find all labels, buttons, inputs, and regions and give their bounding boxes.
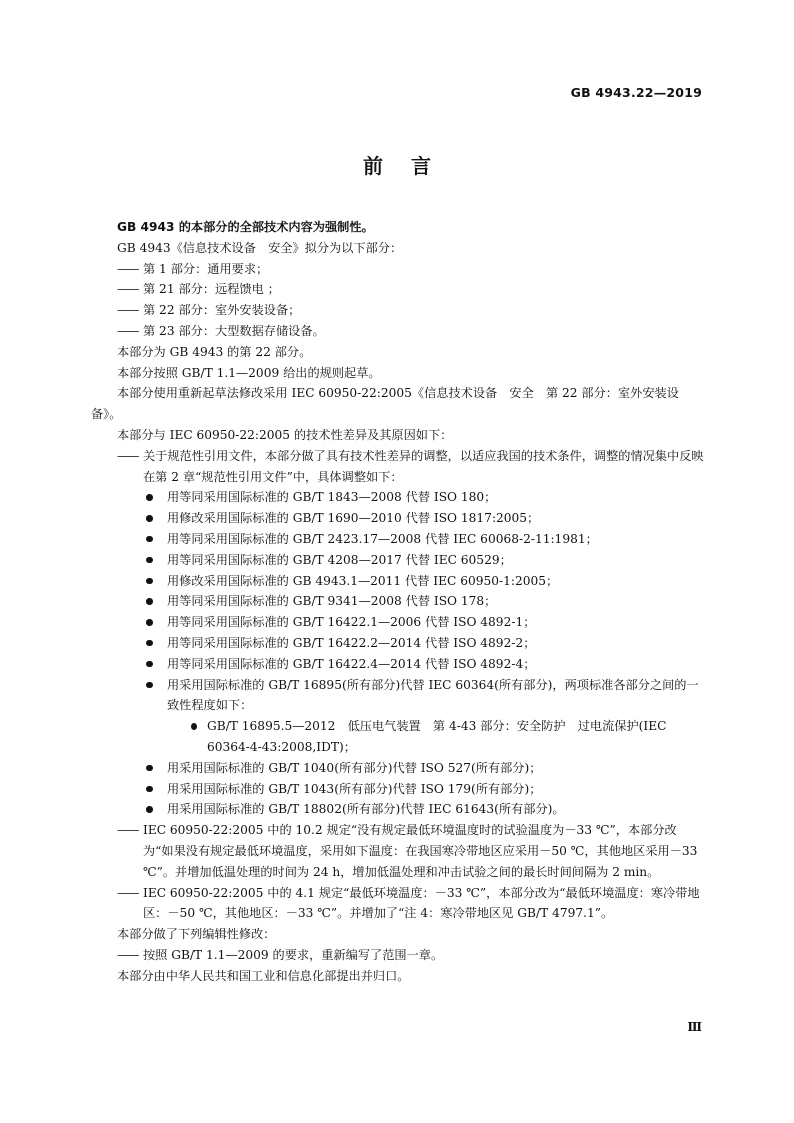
difference-item-ambient-temperature: —— IEC 60950-22:2005 中的 4.1 规定“最低环境温度：－33 ℃”，本部分改为“最低环境温度：寒冷带地区：－50 ℃，其他地区：－33 ℃”。并增加了“注 4：寒冷带地区见 GB/T 4797.1”。 bbox=[117, 885, 700, 921]
consistency-sublist bbox=[167, 716, 704, 758]
list-item: 用等同采用国际标准的 GB/T 2423.17—2008 代替 IEC 60068-2-11:1981； bbox=[143, 529, 704, 550]
foreword-body bbox=[91, 217, 704, 986]
paragraph-editorial-intro: 本部分做了下列编辑性修改： bbox=[117, 927, 276, 942]
mandatory-statement: GB 4943 的本部分的全部技术内容为强制性。 bbox=[117, 220, 374, 234]
list-item-part-22: —— 第 22 部分：室外安装设备； bbox=[117, 303, 301, 318]
list-item: 用修改采用国际标准的 GB 4943.1—2011 代替 IEC 60950-1:2005； bbox=[143, 571, 704, 592]
list-item: 用采用国际标准的 GB/T 1040(所有部分)代替 ISO 527(所有部分)； bbox=[143, 758, 704, 779]
standard-code: GB 4943.22—2019 bbox=[570, 85, 702, 100]
difference-item-test-temperature: —— IEC 60950-22:2005 中的 10.2 规定“没有规定最低环境温度时的试验温度为－33 ℃”，本部分改为“如果没有规定最低环境温度，采用如下温度：在我国寒冷带地区应采用－50 ℃，其他地区采用－33 ℃”。并增加低温处理的时间为 24 h，增加低温处理和冲击试验之间的最长时间间隔为 2 min。 bbox=[117, 823, 698, 879]
list-item: 用等同采用国际标准的 GB/T 16422.4—2014 代替 ISO 4892-4； bbox=[143, 654, 704, 675]
list-item: 用修改采用国际标准的 GB/T 1690—2010 代替 ISO 1817:2005； bbox=[143, 508, 704, 529]
list-item-gbt-16895: 用采用国际标准的 GB/T 16895(所有部分)代替 IEC 60364(所有部分)，两项标准各部分之间的一致性程度如下： GB/T 16895.5—2012 低压电气装置 第 4-43 部分：安全防护 过电流保护(IEC 60364-4-43:2008,IDT)； bbox=[143, 675, 704, 758]
list-item: 用等同采用国际标准的 GB/T 4208—2017 代替 IEC 60529； bbox=[143, 550, 704, 571]
list-item-part-23: —— 第 23 部分：大型数据存储设备。 bbox=[117, 323, 325, 338]
paragraph-proposer: 本部分由中华人民共和国工业和信息化部提出并归口。 bbox=[117, 968, 410, 983]
list-item-part-21: —— 第 21 部分：远程馈电 ； bbox=[117, 282, 280, 297]
paragraph-drafting-rules: 本部分按照 GB/T 1.1—2009 给出的规则起草。 bbox=[117, 365, 381, 380]
sublist-item: GB/T 16895.5—2012 低压电气装置 第 4-43 部分：安全防护 过电流保护(IEC 60364-4-43:2008,IDT)； bbox=[189, 716, 704, 758]
paragraph-parts-intro: GB 4943《信息技术设备 安全》拟分为以下部分： bbox=[117, 240, 403, 255]
page-number: Ⅲ bbox=[687, 1020, 702, 1034]
list-item: 用采用国际标准的 GB/T 1043(所有部分)代替 ISO 179(所有部分)； bbox=[143, 779, 704, 800]
list-item: 用采用国际标准的 GB/T 18802(所有部分)代替 IEC 61643(所有部分)。 bbox=[143, 799, 704, 820]
difference-item-normative-refs: —— 关于规范性引用文件，本部分做了具有技术性差异的调整，以适应我国的技术条件，调整的情况集中反映在第 2 章“规范性引用文件”中，具体调整如下： bbox=[117, 448, 704, 484]
reference-replacement-list bbox=[91, 487, 704, 820]
list-item: 用等同采用国际标准的 GB/T 1843—2008 代替 ISO 180； bbox=[143, 487, 704, 508]
list-item: 用等同采用国际标准的 GB/T 16422.2—2014 代替 ISO 4892-2； bbox=[143, 633, 704, 654]
editorial-item-scope: —— 按照 GB/T 1.1—2009 的要求，重新编写了范围一章。 bbox=[117, 947, 444, 962]
list-item-part-1: —— 第 1 部分：通用要求； bbox=[117, 261, 269, 276]
paragraph-adoption-method: 本部分使用重新起草法修改采用 IEC 60950-22:2005《信息技术设备 安全 第 22 部分：室外安装设备》。 bbox=[91, 386, 679, 422]
paragraph-part-number: 本部分为 GB 4943 的第 22 部分。 bbox=[117, 344, 312, 359]
paragraph-differences-intro: 本部分与 IEC 60950-22:2005 的技术性差异及其原因如下： bbox=[117, 427, 453, 442]
list-item: 用等同采用国际标准的 GB/T 16422.1—2006 代替 ISO 4892-1； bbox=[143, 612, 704, 633]
page-title: 前言 bbox=[363, 154, 459, 178]
list-item: 用等同采用国际标准的 GB/T 9341—2008 代替 ISO 178； bbox=[143, 591, 704, 612]
